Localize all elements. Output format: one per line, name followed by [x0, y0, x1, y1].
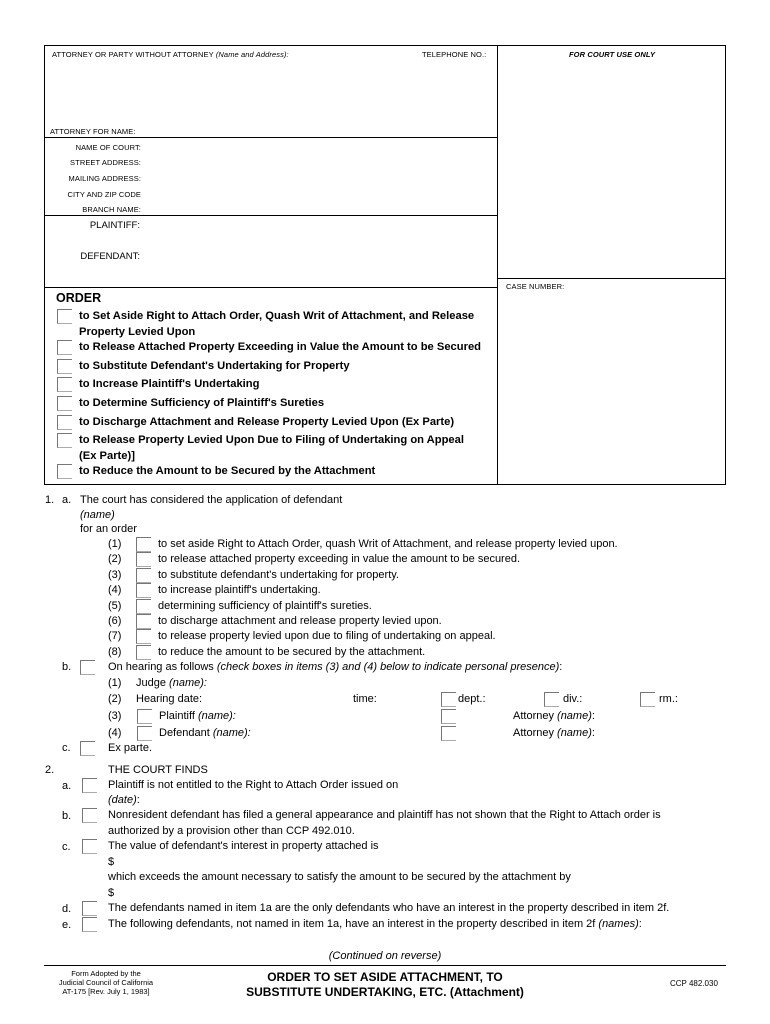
item2b-checkbox[interactable]	[82, 808, 97, 823]
order-checkbox-1[interactable]	[57, 309, 72, 324]
item2d-text: The defendants named in item 1a are the only defendants who have an interest in the property described in item 2f.	[108, 902, 670, 914]
item2b-text-2: authorized by a provision other than CCP 492.010.	[108, 825, 355, 837]
dept-checkbox[interactable]	[441, 692, 456, 707]
item2e-checkbox[interactable]	[82, 917, 97, 932]
item1-sub-8-number: (8)	[108, 646, 122, 658]
plaintiff-presence-text	[159, 710, 236, 722]
item1b-colon: :	[559, 661, 563, 673]
court-info-divider	[44, 137, 498, 138]
item2c-text-2: which exceeds the amount necessary to satisfy the amount to be secured by the attachment by	[108, 871, 571, 883]
item2c-text-1: The value of defendant's interest in property attached is	[108, 840, 379, 852]
item2-number: 2.	[45, 764, 55, 776]
header-border-left	[44, 45, 45, 485]
attorney-label-note: (Name and Address):	[215, 50, 289, 59]
item1c-label: c.	[62, 742, 71, 754]
item2c-dollar-2: $	[108, 887, 115, 899]
court-use-label: FOR COURT USE ONLY	[569, 50, 656, 59]
plaintiff-attorney-note: (name)	[557, 710, 592, 722]
hearing-date-label: Hearing date:	[136, 693, 203, 705]
plaintiff-presence-checkbox[interactable]	[137, 709, 152, 724]
order-divider	[44, 287, 498, 288]
item2a-label: a.	[62, 780, 72, 792]
attorney-label-text: ATTORNEY OR PARTY WITHOUT ATTORNEY	[52, 50, 214, 59]
case-number-divider	[497, 278, 726, 279]
order-checkbox-5[interactable]	[57, 396, 72, 411]
item1-sub-8-text: to reduce the amount to be secured by the attachment.	[158, 646, 426, 658]
footer-rule	[44, 965, 726, 966]
order-option-3: to Substitute Defendant's Undertaking for Property	[79, 360, 350, 372]
item2e-colon: :	[638, 918, 642, 930]
defendant-presence-label: Defendant	[159, 727, 210, 739]
order-checkbox-6[interactable]	[57, 415, 72, 430]
order-option-1-cont: Property Levied Upon	[79, 326, 196, 338]
header-border-right	[725, 45, 726, 485]
parties-divider	[44, 215, 498, 216]
order-option-5: to Determine Sufficiency of Plaintiff's Sureties	[79, 397, 325, 409]
item2a-date-text: (date)	[108, 794, 137, 806]
item1-sub-2-number: (2)	[108, 553, 122, 565]
item1-sub-2-checkbox[interactable]	[136, 552, 151, 567]
header-border-top	[44, 45, 726, 46]
order-checkbox-3[interactable]	[57, 359, 72, 374]
name-of-court-label: NAME OF COURT:	[75, 143, 141, 152]
telephone-label: TELEPHONE NO.:	[422, 50, 487, 59]
item2c-label: c.	[62, 841, 71, 853]
item1-sub-6-number: (6)	[108, 615, 122, 627]
item1-sub-5-checkbox[interactable]	[136, 599, 151, 614]
item2b-text-1: Nonresident defendant has filed a general appearance and plaintiff has not shown that the Right to Attach order is	[108, 809, 661, 821]
order-checkbox-7[interactable]	[57, 433, 72, 448]
order-option-6: to Discharge Attachment and Release Property Levied Upon (Ex Parte)	[79, 416, 455, 428]
item2e-text-main: The following defendants, not named in item 1a, have an interest in the property described in item 2f	[108, 918, 596, 930]
item1-sub-7-checkbox[interactable]	[136, 629, 151, 644]
mailing-address-label: MAILING ADDRESS:	[68, 174, 141, 183]
item2a-date-colon: :	[136, 794, 140, 806]
div-checkbox[interactable]	[544, 692, 559, 707]
item2c-dollar-1: $	[108, 856, 115, 868]
item1-sub-1-checkbox[interactable]	[136, 537, 151, 552]
order-option-7-cont: (Ex Parte)]	[79, 450, 135, 462]
form-adopted-line-2: Judicial Council of California	[58, 978, 154, 987]
time-label: time:	[353, 693, 377, 705]
item1a-text: The court has considered the application of defendant	[80, 494, 343, 506]
defendant-presence-text	[159, 727, 251, 739]
item2-heading: THE COURT FINDS	[108, 764, 208, 776]
item1-sub-6-checkbox[interactable]	[136, 614, 151, 629]
order-option-4: to Increase Plaintiff's Undertaking	[79, 378, 260, 390]
judge-note: (name):	[169, 677, 207, 689]
item1-sub-3-number: (3)	[108, 569, 122, 581]
order-checkbox-4[interactable]	[57, 377, 72, 392]
item1-sub-4-text: to increase plaintiff's undertaking.	[158, 584, 321, 596]
order-title: ORDER	[56, 291, 102, 305]
defendant-attorney-note: (name)	[557, 727, 592, 739]
order-option-2: to Release Attached Property Exceeding in Value the Amount to be Secured	[79, 341, 482, 353]
defendant-presence-note: (name):	[212, 727, 251, 739]
attorney-label	[52, 50, 289, 59]
plaintiff-attorney-text	[513, 710, 595, 722]
judge-label: Judge	[136, 677, 166, 689]
item1-sub-7-number: (7)	[108, 630, 122, 642]
rm-label: rm.:	[659, 693, 678, 705]
order-checkbox-8[interactable]	[57, 464, 72, 479]
item2a-text: Plaintiff is not entitled to the Right to Attach Order issued on	[108, 779, 399, 791]
order-option-7: to Release Property Levied Upon Due to Filing of Undertaking on Appeal	[79, 434, 464, 446]
footer-title-line-2: SUBSTITUTE UNDERTAKING, ETC. (Attachment)	[246, 985, 524, 999]
form-adopted-line-3: AT-175 [Rev. July 1, 1983]	[62, 987, 150, 996]
plaintiff-presence-note: (name):	[197, 710, 236, 722]
item1-sub-2-text: to release attached property exceeding in value the amount to be secured.	[158, 553, 521, 565]
rm-checkbox[interactable]	[640, 692, 655, 707]
item2d-checkbox[interactable]	[82, 901, 97, 916]
item1c-text: Ex parte.	[108, 742, 153, 754]
item1b-checkbox[interactable]	[80, 660, 95, 675]
footer-title	[0, 970, 770, 1000]
item2e-text	[108, 918, 642, 930]
item2e-note: (names)	[598, 918, 639, 930]
order-checkbox-2[interactable]	[57, 340, 72, 355]
defendant-attorney-label: Attorney	[513, 727, 554, 739]
item1-sub-3-checkbox[interactable]	[136, 568, 151, 583]
item1-sub-5-text: determining sufficiency of plaintiff's sureties.	[158, 600, 372, 612]
continued-note: (Continued on reverse)	[328, 950, 442, 962]
item1b-label: b.	[62, 661, 72, 673]
header-divider-vertical	[497, 45, 498, 485]
item1-number: 1.	[45, 494, 55, 506]
defendant-attorney-checkbox[interactable]	[441, 726, 456, 741]
item1a-label: a.	[62, 494, 72, 506]
order-option-1: to Set Aside Right to Attach Order, Quash Writ of Attachment, and Release	[79, 310, 475, 322]
branch-name-label: BRANCH NAME:	[82, 205, 141, 214]
plaintiff-presence-label: Plaintiff	[159, 710, 195, 722]
item1-sub-1-text: to set aside Right to Attach Order, quash Writ of Attachment, and release property levied upon.	[158, 538, 618, 550]
item2c-checkbox[interactable]	[82, 839, 97, 854]
div-label: div.:	[563, 693, 583, 705]
item1-sub-5-number: (5)	[108, 600, 122, 612]
street-address-label: STREET ADDRESS:	[70, 158, 141, 167]
defendant-label: DEFENDANT:	[80, 251, 140, 262]
plaintiff-attorney-label: Attorney	[513, 710, 554, 722]
item1b-1-text	[136, 677, 207, 689]
item2b-label: b.	[62, 810, 72, 822]
order-option-8: to Reduce the Amount to be Secured by the Attachment	[79, 465, 376, 477]
item1c-checkbox[interactable]	[80, 741, 95, 756]
form-adopted-line-1: Form Adopted by the	[71, 969, 141, 978]
item1a-for-order: for an order	[80, 523, 137, 535]
footer-title-line-1: ORDER TO SET ASIDE ATTACHMENT, TO	[267, 970, 503, 984]
item2d-label: d.	[62, 903, 72, 915]
plaintiff-attorney-colon: :	[591, 710, 595, 722]
item1-sub-7-text: to release property levied upon due to filing of undertaking on appeal.	[158, 630, 496, 642]
item1a-name-hint: (name)	[80, 509, 115, 521]
item1-sub-8-checkbox[interactable]	[136, 645, 151, 660]
defendant-attorney-colon: :	[591, 727, 595, 739]
item1b-note: (check boxes in items (3) and (4) below to indicate personal presence)	[216, 661, 560, 673]
item1b-3-number: (3)	[108, 710, 122, 722]
item1-sub-6-text: to discharge attachment and release property levied upon.	[158, 615, 442, 627]
item1b-text	[108, 661, 562, 673]
ccp-code: CCP 482.030	[670, 979, 718, 988]
defendant-presence-checkbox[interactable]	[137, 726, 152, 741]
item1b-1-number: (1)	[108, 677, 122, 689]
defendant-attorney-text	[513, 727, 595, 739]
item1b-4-number: (4)	[108, 727, 122, 739]
item2a-date-hint	[108, 794, 140, 806]
plaintiff-attorney-checkbox[interactable]	[441, 709, 456, 724]
city-zip-label: CITY AND ZIP CODE	[67, 190, 141, 199]
item1b-text-main: On hearing as follows	[108, 661, 214, 673]
item1b-2-number: (2)	[108, 693, 122, 705]
item1-sub-3-text: to substitute defendant's undertaking for property.	[158, 569, 399, 581]
header-border-bottom	[44, 484, 726, 485]
plaintiff-label: PLAINTIFF:	[89, 220, 140, 231]
item1-sub-4-number: (4)	[108, 584, 122, 596]
item2e-label: e.	[62, 919, 72, 931]
item2a-checkbox[interactable]	[82, 778, 97, 793]
case-number-label: CASE NUMBER:	[506, 282, 565, 291]
item1-sub-4-checkbox[interactable]	[136, 583, 151, 598]
item1-sub-1-number: (1)	[108, 538, 122, 550]
attorney-for-label: ATTORNEY FOR NAME:	[50, 127, 136, 136]
dept-label: dept.:	[458, 693, 486, 705]
